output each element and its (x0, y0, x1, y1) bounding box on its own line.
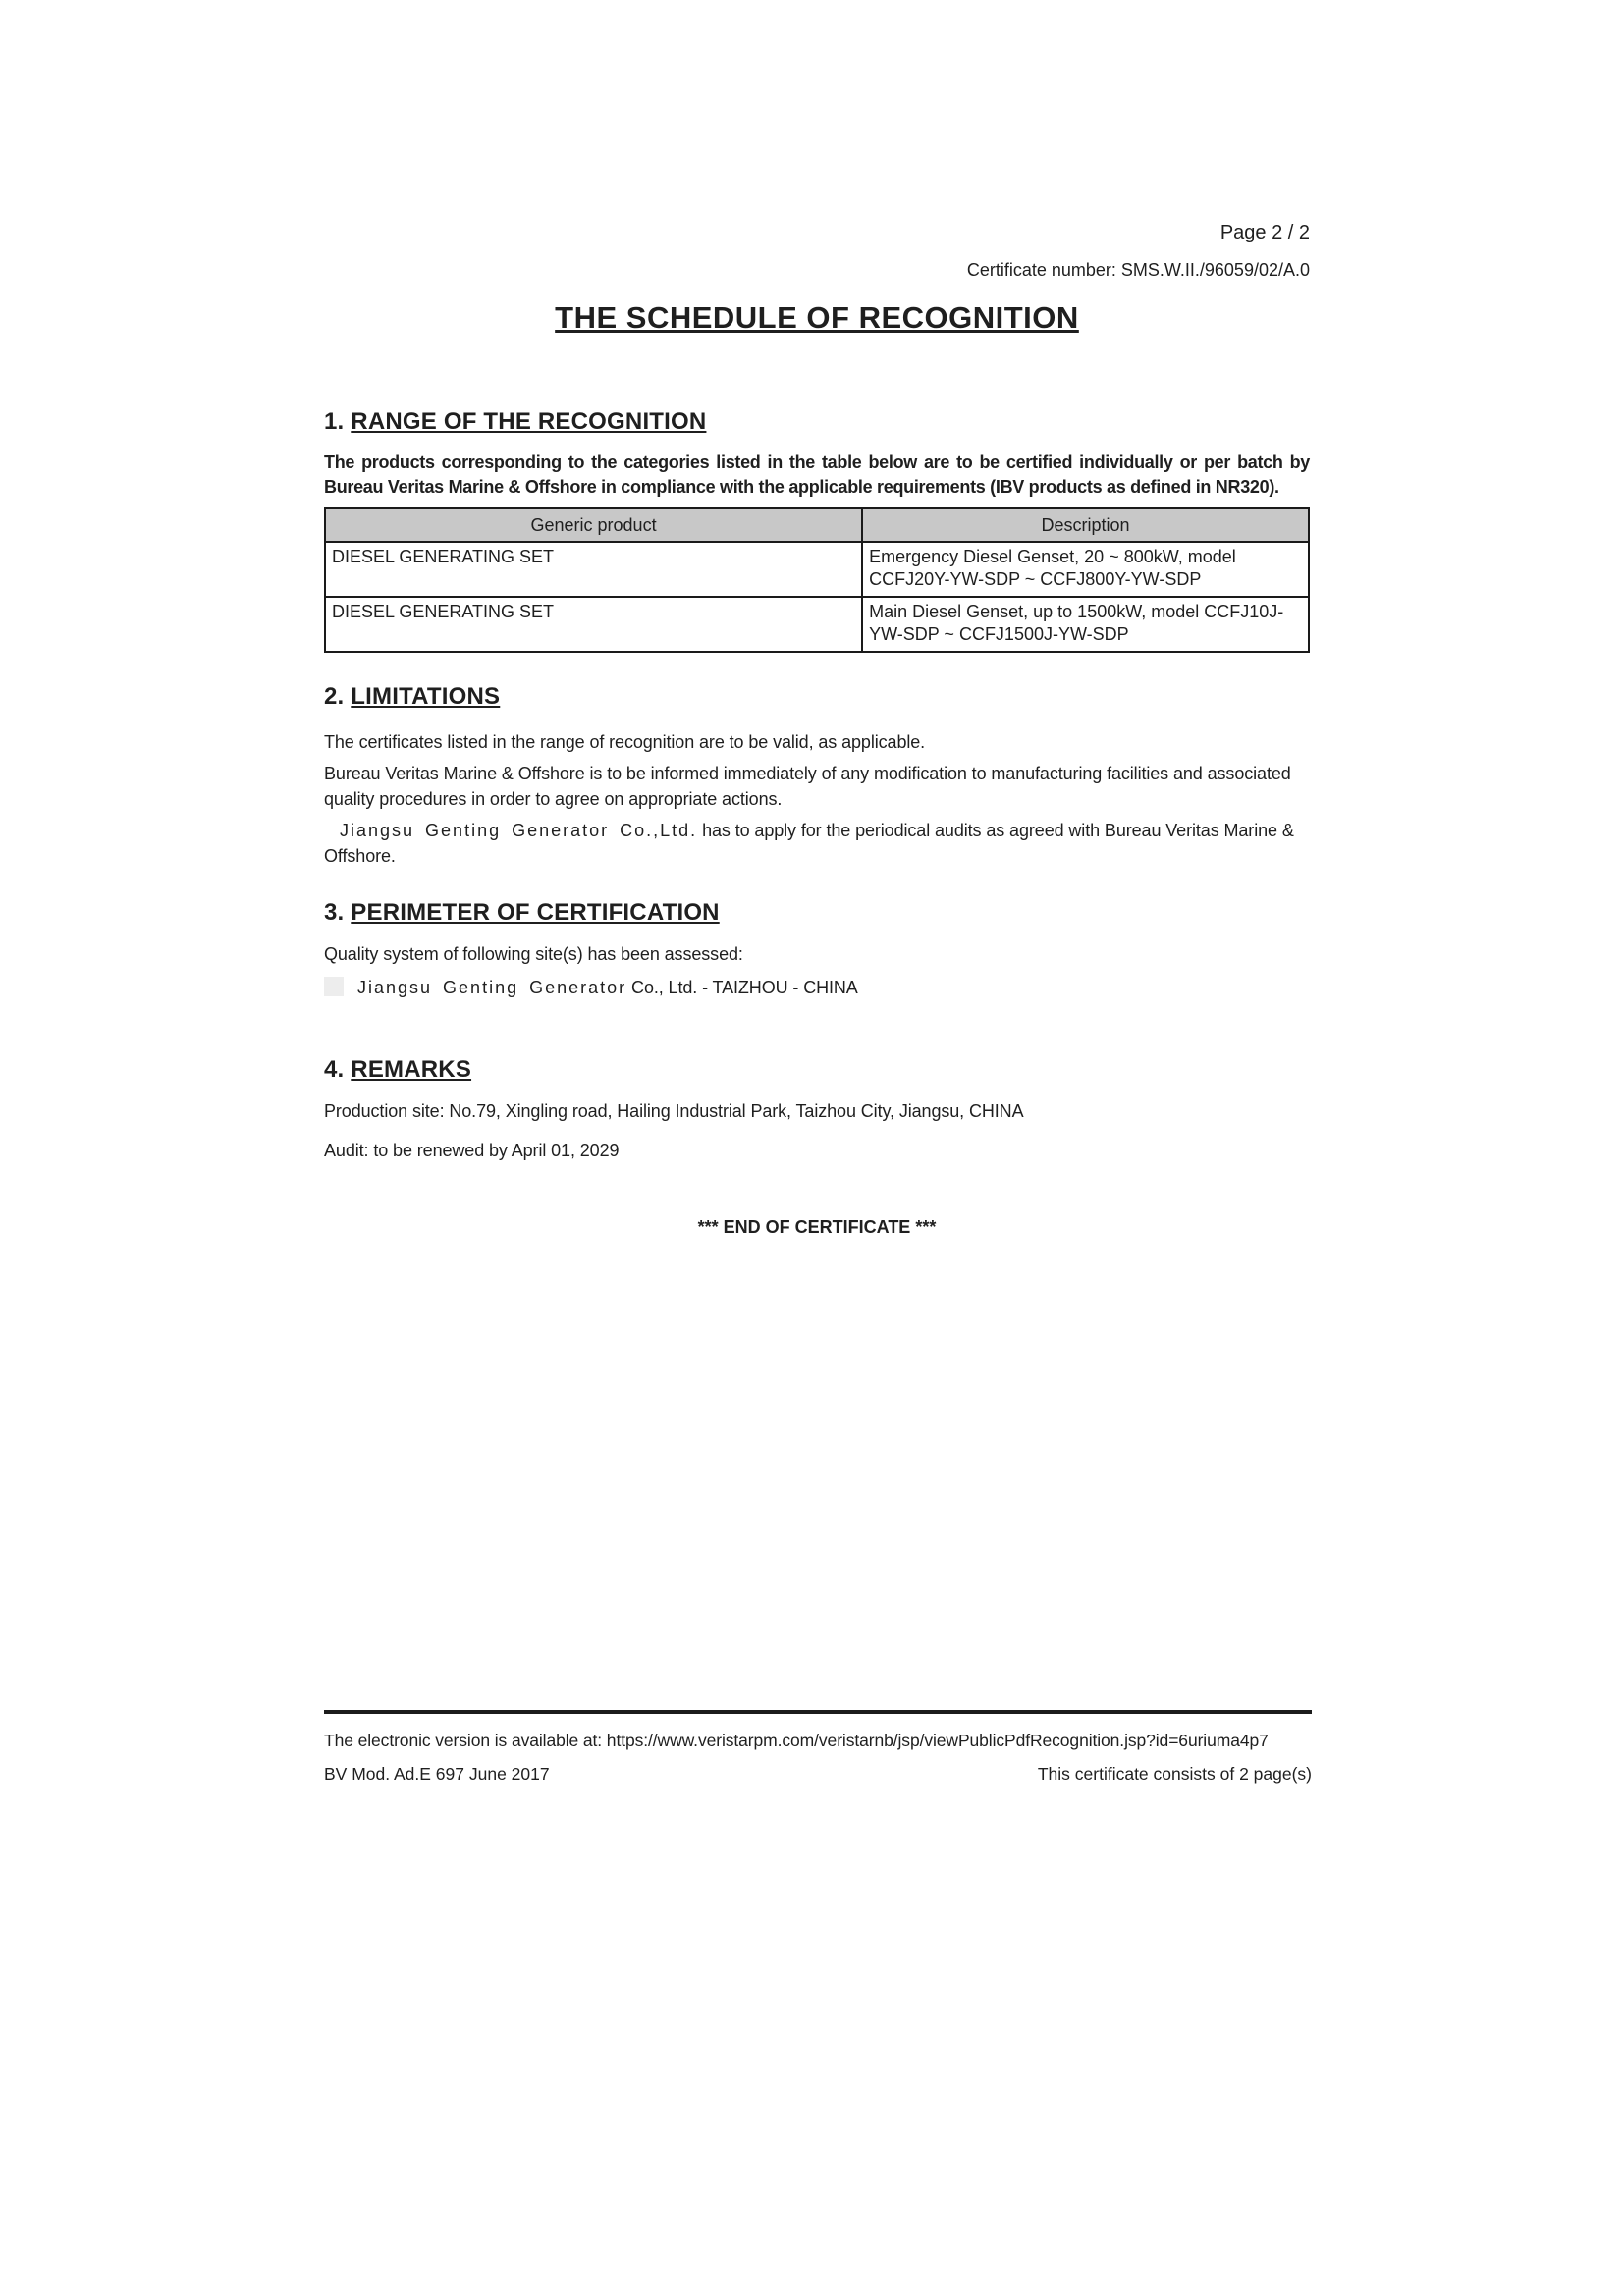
section-perimeter-number: 3. (324, 899, 345, 926)
site-company-name: Jiangsu Genting Generator (357, 978, 627, 997)
limitations-notification-paragraph: Bureau Veritas Marine & Offshore is to be informed immediately of any modification to manufacturing facilities and associated quality procedures in order to agree on appropriate actions. (324, 764, 1291, 809)
section-remarks-heading (324, 1055, 1310, 1085)
description-cell: Emergency Diesel Genset, 20 ~ 800kW, model CCFJ20Y-YW-SDP ~ CCFJ800Y-YW-SDP (862, 542, 1309, 597)
section-remarks-title: REMARKS (351, 1056, 472, 1083)
table-row (325, 597, 1309, 652)
page-count-note: This certificate consists of 2 page(s) (1037, 1764, 1312, 1784)
company-name: Jiangsu Genting Generator Co.,Ltd. (340, 821, 698, 840)
column-header-generic-product: Generic product (325, 508, 862, 542)
end-of-certificate-marker: *** END OF CERTIFICATE *** (697, 1217, 937, 1237)
section-range-number: 1. (324, 408, 345, 435)
form-reference: BV Mod. Ad.E 697 June 2017 (324, 1764, 550, 1784)
footer-divider-rule (324, 1710, 1312, 1714)
certificate-content (324, 0, 1310, 1240)
site-location-text: Co., Ltd. - TAIZHOU - CHINA (626, 978, 858, 997)
electronic-version-note: The electronic version is available at: https://www.veristarpm.com/veristarnb/jsp/viewPublicPdfRecognition.jsp?id=6uriuma4p7 (324, 1731, 1269, 1750)
certificate-number: Certificate number: SMS.W.II./96059/02/A.0 (966, 260, 1310, 280)
production-site-paragraph: Production site: No.79, Xingling road, Hailing Industrial Park, Taizhou City, Jiangsu, CHINA (324, 1101, 1024, 1121)
section-perimeter-heading (324, 898, 1310, 928)
table-header-row (325, 508, 1309, 542)
section-perimeter-title: PERIMETER OF CERTIFICATION (351, 899, 720, 926)
limitations-validity-paragraph: The certificates listed in the range of recognition are to be valid, as applicable. (324, 732, 926, 752)
range-intro-paragraph: The products corresponding to the categories listed in the table below are to be certified individually or per batch by Bureau Veritas Marine & Offshore in compliance with the applicable requirements (IBV products as defined in NR320). (324, 453, 1310, 497)
products-table (324, 507, 1310, 653)
audit-renewal-paragraph: Audit: to be renewed by April 01, 2029 (324, 1141, 620, 1160)
section-limitations-heading (324, 682, 1310, 712)
section-limitations-title: LIMITATIONS (351, 683, 501, 710)
section-remarks-number: 4. (324, 1056, 345, 1083)
certificate-footer (324, 1710, 1312, 1785)
audit-requirement-text: has to apply for the periodical audits as agreed with Bureau Veritas Marine & Offshore. (324, 821, 1294, 866)
perimeter-intro-paragraph: Quality system of following site(s) has been assessed: (324, 944, 743, 964)
page-number: Page 2 / 2 (1219, 222, 1310, 243)
generic-product-cell: DIESEL GENERATING SET (325, 542, 862, 597)
section-limitations-number: 2. (324, 683, 345, 710)
limitations-audit-paragraph (324, 818, 1310, 869)
section-range-heading (324, 407, 1310, 437)
generic-product-cell: DIESEL GENERATING SET (325, 597, 862, 652)
column-header-description: Description (862, 508, 1309, 542)
assessed-site-line (324, 975, 1310, 1000)
table-row (325, 542, 1309, 597)
scan-artifact-box (324, 977, 344, 996)
section-range-title: RANGE OF THE RECOGNITION (351, 408, 707, 435)
footer-bottom-row (324, 1763, 1312, 1785)
description-cell: Main Diesel Genset, up to 1500kW, model CCFJ10J-YW-SDP ~ CCFJ1500J-YW-SDP (862, 597, 1309, 652)
document-title: THE SCHEDULE OF RECOGNITION (555, 300, 1079, 335)
